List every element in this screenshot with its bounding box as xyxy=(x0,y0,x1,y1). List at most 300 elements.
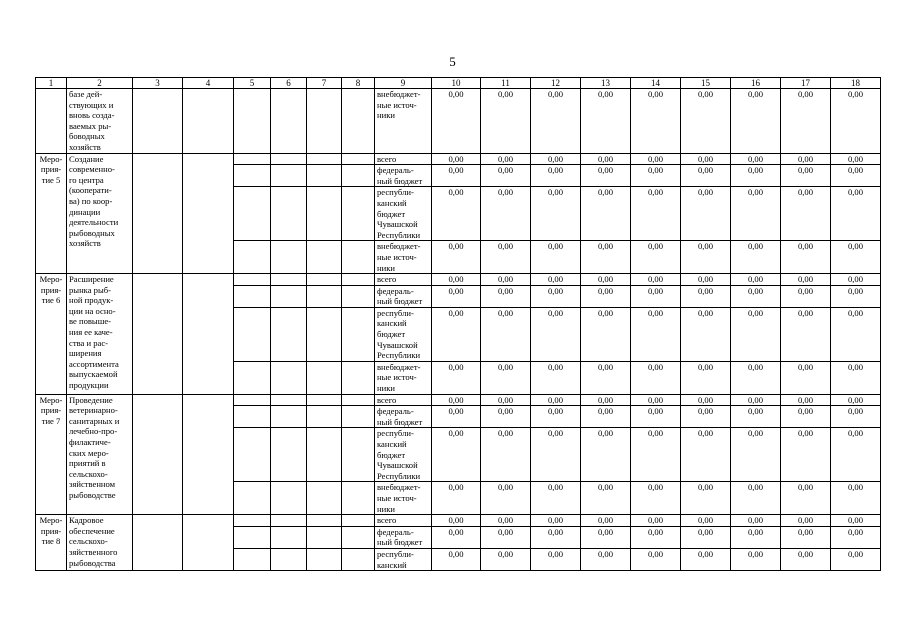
text-line: внебюджет- xyxy=(377,89,421,99)
empty-cell xyxy=(234,165,271,187)
text-line: Меро- xyxy=(39,394,63,405)
value-cell: 0,00 xyxy=(731,307,781,361)
value-cell: 0,00 xyxy=(481,394,531,406)
value-cell: 0,00 xyxy=(481,274,531,286)
value-cell: 0,00 xyxy=(432,428,481,482)
value-cell: 0,00 xyxy=(731,285,781,307)
value-cell: 0,00 xyxy=(631,307,681,361)
empty-cell xyxy=(271,274,307,286)
empty-cell xyxy=(133,153,183,274)
text-line: республи- xyxy=(377,548,414,559)
value-cell: 0,00 xyxy=(781,428,831,482)
text-line: федераль- xyxy=(377,406,414,417)
empty-cell xyxy=(307,187,342,241)
text-line: рыбоводных xyxy=(69,227,115,238)
event-description xyxy=(67,89,133,154)
column-number: 13 xyxy=(581,78,631,89)
budget-table xyxy=(35,77,881,571)
value-cell: 0,00 xyxy=(531,406,581,428)
text-line: ные источ- xyxy=(377,492,417,503)
empty-cell xyxy=(271,548,307,570)
empty-cell xyxy=(307,526,342,548)
text-line: зяйственного xyxy=(69,546,118,557)
column-number: 11 xyxy=(481,78,531,89)
empty-cell xyxy=(133,274,183,395)
funding-source xyxy=(375,241,432,274)
value-cell: 0,00 xyxy=(831,361,881,394)
empty-cell xyxy=(271,526,307,548)
funding-source xyxy=(375,548,432,570)
text-line: прия- xyxy=(40,164,62,175)
column-number: 5 xyxy=(234,78,271,89)
value-cell: 0,00 xyxy=(531,307,581,361)
empty-cell xyxy=(307,274,342,286)
column-number: 16 xyxy=(731,78,781,89)
value-cell: 0,00 xyxy=(681,165,731,187)
text-line: Расширение xyxy=(69,274,114,285)
value-cell: 0,00 xyxy=(781,307,831,361)
empty-cell xyxy=(271,406,307,428)
value-cell: 0,00 xyxy=(531,274,581,286)
event-number xyxy=(36,274,67,395)
value-cell: 0,00 xyxy=(731,165,781,187)
value-cell: 0,00 xyxy=(531,361,581,394)
value-cell: 0,00 xyxy=(781,548,831,570)
text-line: ники xyxy=(377,383,395,394)
empty-cell xyxy=(307,241,342,274)
funding-source xyxy=(375,482,432,515)
column-number: 15 xyxy=(681,78,731,89)
text-line: федераль- xyxy=(377,285,414,296)
empty-cell xyxy=(183,153,234,274)
empty-cell xyxy=(234,307,271,361)
column-number: 10 xyxy=(432,78,481,89)
text-line: канский xyxy=(377,559,407,570)
text-line: Проведение xyxy=(69,394,113,405)
value-cell: 0,00 xyxy=(631,526,681,548)
text-line: хозяйств xyxy=(69,141,101,152)
text-line: ния ее каче- xyxy=(69,327,113,338)
value-cell: 0,00 xyxy=(781,526,831,548)
value-cell: 0,00 xyxy=(781,394,831,406)
text-line: динации xyxy=(69,206,101,217)
empty-cell xyxy=(307,394,342,406)
event-number xyxy=(36,515,67,571)
value-cell: 0,00 xyxy=(831,406,881,428)
value-cell: 0,00 xyxy=(681,482,731,515)
value-cell: 0,00 xyxy=(731,153,781,165)
text-line: продукции xyxy=(69,380,109,391)
value-cell: 0,00 xyxy=(781,165,831,187)
text-line: деятельности xyxy=(69,217,119,228)
empty-cell xyxy=(342,548,375,570)
value-cell: 0,00 xyxy=(531,187,581,241)
value-cell: 0,00 xyxy=(531,89,581,154)
empty-cell xyxy=(234,187,271,241)
empty-cell xyxy=(234,515,271,527)
empty-cell xyxy=(342,428,375,482)
empty-cell xyxy=(307,153,342,165)
text-line: бюджет xyxy=(377,329,406,340)
value-cell: 0,00 xyxy=(731,361,781,394)
value-cell: 0,00 xyxy=(581,187,631,241)
page-number: 5 xyxy=(449,54,456,69)
value-cell: 0,00 xyxy=(631,241,681,274)
value-cell: 0,00 xyxy=(781,515,831,527)
funding-source xyxy=(375,165,432,187)
value-cell: 0,00 xyxy=(831,153,881,165)
text-line: лечебно-про- xyxy=(69,426,118,437)
text-line: вновь созда- xyxy=(69,110,115,121)
text-line: Кадровое xyxy=(69,515,104,526)
text-line: Меро- xyxy=(39,153,63,164)
value-cell: 0,00 xyxy=(581,526,631,548)
text-line: канский xyxy=(377,197,407,208)
value-cell: 0,00 xyxy=(781,241,831,274)
column-number: 8 xyxy=(342,78,375,89)
value-cell: 0,00 xyxy=(731,515,781,527)
value-cell: 0,00 xyxy=(581,406,631,428)
value-cell: 0,00 xyxy=(481,241,531,274)
empty-cell xyxy=(234,274,271,286)
value-cell: 0,00 xyxy=(681,89,731,154)
empty-cell xyxy=(342,515,375,527)
funding-source xyxy=(375,428,432,482)
text-line: тие 7 xyxy=(41,415,61,426)
text-line: ные источ- xyxy=(377,99,417,110)
text-line: ные источ- xyxy=(377,251,417,262)
value-cell: 0,00 xyxy=(432,394,481,406)
text-line: Меро- xyxy=(39,515,63,526)
text-line: ный бюджет xyxy=(377,537,423,548)
value-cell: 0,00 xyxy=(631,548,681,570)
text-line: филактиче- xyxy=(69,437,111,447)
value-cell: 0,00 xyxy=(531,548,581,570)
empty-cell xyxy=(183,394,234,515)
value-cell: 0,00 xyxy=(531,165,581,187)
value-cell: 0,00 xyxy=(681,428,731,482)
empty-cell xyxy=(234,406,271,428)
empty-cell xyxy=(342,482,375,515)
text-line: (кооперати- xyxy=(69,185,112,196)
text-line: внебюджет- xyxy=(377,482,421,493)
value-cell: 0,00 xyxy=(481,153,531,165)
text-line: прия- xyxy=(40,405,62,416)
text-line: ники xyxy=(377,110,395,121)
funding-source xyxy=(375,361,432,394)
text-line: федераль- xyxy=(377,526,414,537)
value-cell: 0,00 xyxy=(432,406,481,428)
value-cell: 0,00 xyxy=(631,394,681,406)
value-cell: 0,00 xyxy=(681,285,731,307)
text-line: тие 8 xyxy=(41,536,61,547)
value-cell: 0,00 xyxy=(781,406,831,428)
value-cell: 0,00 xyxy=(432,241,481,274)
value-cell: 0,00 xyxy=(681,515,731,527)
text-line: всего xyxy=(377,153,397,164)
value-cell: 0,00 xyxy=(681,406,731,428)
empty-cell xyxy=(271,394,307,406)
value-cell: 0,00 xyxy=(681,153,731,165)
empty-cell xyxy=(271,428,307,482)
text-line: прия- xyxy=(40,284,62,295)
value-cell: 0,00 xyxy=(531,285,581,307)
column-number: 4 xyxy=(183,78,234,89)
funding-source xyxy=(375,187,432,241)
text-line: прия- xyxy=(40,525,62,536)
column-number: 7 xyxy=(307,78,342,89)
empty-cell xyxy=(271,307,307,361)
empty-cell xyxy=(342,307,375,361)
value-cell: 0,00 xyxy=(831,482,881,515)
value-cell: 0,00 xyxy=(631,406,681,428)
column-number: 14 xyxy=(631,78,681,89)
text-line: ваемых ры- xyxy=(69,120,112,131)
empty-cell xyxy=(234,548,271,570)
value-cell: 0,00 xyxy=(831,187,881,241)
empty-cell xyxy=(271,241,307,274)
value-cell: 0,00 xyxy=(432,361,481,394)
text-line: ники xyxy=(377,262,395,273)
text-line: ветеринарно- xyxy=(69,405,118,416)
empty-cell xyxy=(183,274,234,395)
column-number: 6 xyxy=(271,78,307,89)
empty-cell xyxy=(342,187,375,241)
value-cell: 0,00 xyxy=(531,428,581,482)
value-cell: 0,00 xyxy=(731,526,781,548)
text-line: ва) по коор- xyxy=(69,195,113,206)
value-cell: 0,00 xyxy=(631,361,681,394)
value-cell: 0,00 xyxy=(531,482,581,515)
funding-source xyxy=(375,406,432,428)
value-cell: 0,00 xyxy=(481,307,531,361)
value-cell: 0,00 xyxy=(481,548,531,570)
value-cell: 0,00 xyxy=(531,526,581,548)
funding-source xyxy=(375,153,432,165)
empty-cell xyxy=(133,515,183,571)
value-cell: 0,00 xyxy=(631,515,681,527)
value-cell: 0,00 xyxy=(831,285,881,307)
text-line: ные источ- xyxy=(377,372,417,383)
value-cell: 0,00 xyxy=(432,307,481,361)
value-cell: 0,00 xyxy=(731,89,781,154)
event-description xyxy=(67,274,133,395)
table-row xyxy=(36,274,881,286)
text-line: ный бюджет xyxy=(377,175,423,186)
value-cell: 0,00 xyxy=(831,394,881,406)
value-cell: 0,00 xyxy=(781,361,831,394)
empty-cell xyxy=(271,153,307,165)
value-cell: 0,00 xyxy=(581,428,631,482)
value-cell: 0,00 xyxy=(731,548,781,570)
value-cell: 0,00 xyxy=(481,165,531,187)
empty-cell xyxy=(307,307,342,361)
column-number: 17 xyxy=(781,78,831,89)
text-line: Чувашской xyxy=(377,219,418,230)
table-row xyxy=(36,515,881,527)
text-line: Республики xyxy=(377,229,421,240)
text-line: федераль- xyxy=(377,165,414,176)
event-number xyxy=(36,394,67,515)
event-description xyxy=(67,515,133,571)
value-cell: 0,00 xyxy=(581,153,631,165)
empty-cell xyxy=(234,428,271,482)
text-line: сельскохо- xyxy=(69,536,108,547)
empty-cell xyxy=(271,482,307,515)
empty-cell xyxy=(307,285,342,307)
value-cell: 0,00 xyxy=(581,515,631,527)
value-cell: 0,00 xyxy=(581,548,631,570)
value-cell: 0,00 xyxy=(581,307,631,361)
text-line: ции на осно- xyxy=(69,305,116,316)
value-cell: 0,00 xyxy=(681,274,731,286)
value-cell: 0,00 xyxy=(831,307,881,361)
table-row xyxy=(36,394,881,406)
value-cell: 0,00 xyxy=(631,482,681,515)
column-number: 2 xyxy=(67,78,133,89)
empty-cell xyxy=(271,89,307,154)
empty-cell xyxy=(307,89,342,154)
text-line: сельскохо- xyxy=(69,468,108,479)
empty-cell xyxy=(342,394,375,406)
empty-cell xyxy=(234,482,271,515)
event-description xyxy=(67,394,133,515)
text-line: всего xyxy=(377,274,397,285)
empty-cell xyxy=(342,406,375,428)
value-cell: 0,00 xyxy=(432,482,481,515)
value-cell: 0,00 xyxy=(481,428,531,482)
column-number: 12 xyxy=(531,78,581,89)
value-cell: 0,00 xyxy=(681,187,731,241)
value-cell: 0,00 xyxy=(481,526,531,548)
empty-cell xyxy=(234,89,271,154)
value-cell: 0,00 xyxy=(581,165,631,187)
empty-cell xyxy=(342,153,375,165)
value-cell: 0,00 xyxy=(432,165,481,187)
text-line: Меро- xyxy=(39,274,63,285)
empty-cell xyxy=(342,285,375,307)
text-line: базе дей- xyxy=(69,89,103,99)
value-cell: 0,00 xyxy=(481,187,531,241)
value-cell: 0,00 xyxy=(481,89,531,154)
text-line: санитарных и xyxy=(69,415,120,426)
value-cell: 0,00 xyxy=(581,89,631,154)
text-line: внебюджет- xyxy=(377,241,421,252)
value-cell: 0,00 xyxy=(831,515,881,527)
value-cell: 0,00 xyxy=(481,285,531,307)
value-cell: 0,00 xyxy=(631,428,681,482)
empty-cell xyxy=(234,394,271,406)
text-line: рынка рыб- xyxy=(69,284,111,295)
value-cell: 0,00 xyxy=(432,285,481,307)
text-line: ствующих и xyxy=(69,99,114,110)
value-cell: 0,00 xyxy=(831,548,881,570)
empty-cell xyxy=(342,274,375,286)
value-cell: 0,00 xyxy=(531,515,581,527)
funding-source xyxy=(375,285,432,307)
empty-cell xyxy=(342,89,375,154)
value-cell: 0,00 xyxy=(681,394,731,406)
value-cell: 0,00 xyxy=(731,187,781,241)
value-cell: 0,00 xyxy=(781,187,831,241)
empty-cell xyxy=(271,285,307,307)
text-line: зяйственном xyxy=(69,479,116,490)
empty-cell xyxy=(307,428,342,482)
empty-cell xyxy=(234,241,271,274)
value-cell: 0,00 xyxy=(831,428,881,482)
text-line: республи- xyxy=(377,307,414,318)
empty-cell xyxy=(342,526,375,548)
text-line: всего xyxy=(377,394,397,405)
text-line: ассортимента xyxy=(69,358,119,369)
value-cell: 0,00 xyxy=(631,153,681,165)
funding-source xyxy=(375,394,432,406)
value-cell: 0,00 xyxy=(781,285,831,307)
empty-cell xyxy=(342,241,375,274)
text-line: современно- xyxy=(69,164,115,175)
funding-source xyxy=(375,307,432,361)
value-cell: 0,00 xyxy=(531,153,581,165)
text-line: ники xyxy=(377,503,395,514)
text-line: го центра xyxy=(69,174,104,185)
value-cell: 0,00 xyxy=(631,165,681,187)
text-line: республи- xyxy=(377,187,414,198)
empty-cell xyxy=(307,515,342,527)
text-line: Республики xyxy=(377,350,421,361)
text-line: ства и рас- xyxy=(69,337,109,348)
table-row xyxy=(36,89,881,154)
value-cell: 0,00 xyxy=(432,153,481,165)
text-line: республи- xyxy=(377,428,414,439)
text-line: Чувашской xyxy=(377,339,418,350)
header-row xyxy=(36,78,881,89)
text-line: рыбоводстве xyxy=(69,489,116,500)
empty-cell xyxy=(133,89,183,154)
empty-cell xyxy=(342,361,375,394)
column-number: 3 xyxy=(133,78,183,89)
value-cell: 0,00 xyxy=(432,548,481,570)
text-line: хозяйств xyxy=(69,238,101,249)
empty-cell xyxy=(133,394,183,515)
value-cell: 0,00 xyxy=(681,241,731,274)
text-line: приятий в xyxy=(69,458,106,469)
value-cell: 0,00 xyxy=(731,241,781,274)
value-cell: 0,00 xyxy=(481,482,531,515)
text-line: ширения xyxy=(69,348,102,359)
funding-source xyxy=(375,526,432,548)
value-cell: 0,00 xyxy=(831,526,881,548)
empty-cell xyxy=(271,187,307,241)
value-cell: 0,00 xyxy=(681,526,731,548)
table-row xyxy=(36,153,881,165)
value-cell: 0,00 xyxy=(432,515,481,527)
empty-cell xyxy=(234,361,271,394)
value-cell: 0,00 xyxy=(831,241,881,274)
value-cell: 0,00 xyxy=(481,361,531,394)
column-number: 9 xyxy=(375,78,432,89)
funding-source xyxy=(375,515,432,527)
text-line: внебюджет- xyxy=(377,361,421,372)
empty-cell xyxy=(307,406,342,428)
value-cell: 0,00 xyxy=(531,394,581,406)
value-cell: 0,00 xyxy=(581,361,631,394)
value-cell: 0,00 xyxy=(581,482,631,515)
value-cell: 0,00 xyxy=(731,428,781,482)
event-number xyxy=(36,153,67,274)
value-cell: 0,00 xyxy=(731,394,781,406)
value-cell: 0,00 xyxy=(831,165,881,187)
text-line: выпускаемой xyxy=(69,369,118,380)
